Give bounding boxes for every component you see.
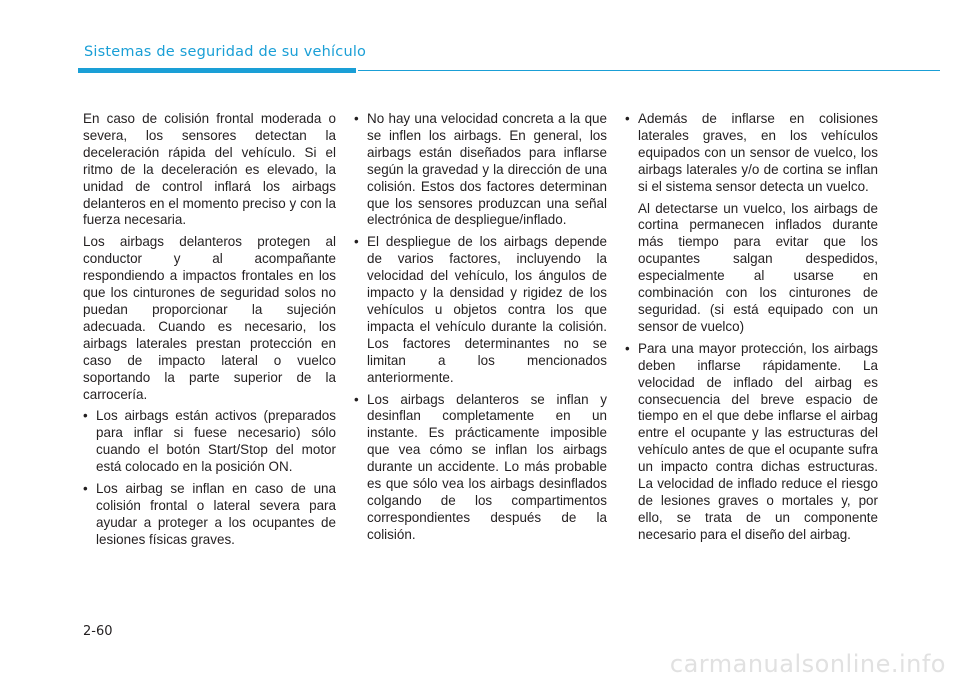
- bullet-paragraph: • Los airbags delanteros se inflan y desinflan completamente en un instante. Es prácticamente imposible que vea cómo se inflan los airbags durante un accidente. Lo más probable es que sólo vea los airbags desinflados colgando de los compartimentos correspondientes después de la colisión.: [354, 392, 607, 544]
- bullet-paragraph: • El despliegue de los airbags depende de varios factores, incluyendo la velocidad del vehículo, los ángulos de impacto y la densidad y rigidez de los vehículos u objetos contra los que impacta el vehículo durante la colisión. Los factores determinantes no se limitan a los mencionados anteriormente.: [354, 234, 607, 386]
- header-rule: [358, 70, 940, 71]
- bullet-paragraph: • Además de inflarse en colisiones laterales graves, en los vehículos equipados con un sensor de vuelco, los airbags laterales y/o de cortina se inflan si el sistema sensor detecta un vuelco.: [625, 111, 878, 196]
- body-paragraph: Al detectarse un vuelco, los airbags de cortina permanecen inflados durante más tiempo para evitar que los ocupantes salgan despedidos, especialmente al usarse en combinación con los cinturones de seguridad. (si está equipado con un sensor de vuelco): [638, 200, 878, 334]
- header-accent-bar: [78, 68, 356, 73]
- bullet-paragraph: • No hay una velocidad concreta a la que se inflen los airbags. En general, los airbags están diseñados para inflarse según la gravedad y la dirección de una colisión. Estos dos factores determinan que los sensores produzcan una señal electrónica de despliegue/inflado.: [354, 111, 607, 229]
- body-paragraph: En caso de colisión frontal moderada o severa, los sensores detectan la deceleración rápida del vehículo. Si el ritmo de la deceleración es elevado, la unidad de control inflará los airbags delanteros en el momento preciso y con la fuerza necesaria.: [83, 111, 336, 228]
- text-column-1: [83, 111, 336, 554]
- watermark: carmanualsonline.info: [669, 650, 946, 678]
- section-title: Sistemas de seguridad de su vehículo: [84, 44, 367, 60]
- bullet-paragraph: • Para una mayor protección, los airbags deben inflarse rápidamente. La velocidad de inflado del airbag es consecuencia del breve espacio de tiempo en el que debe inflarse el airbag entre el ocupante y las estructuras del vehículo antes de que el ocupante sufra un impacto contra dichas estructuras. La velocidad de inflado reduce el riesgo de lesiones graves o mortales y, por ello, se trata de un componente necesario para el diseño del airbag.: [625, 341, 878, 544]
- text-column-2: [354, 111, 607, 549]
- bullet-paragraph: • Los airbags están activos (preparados para inflar si fuese necesario) sólo cuando el botón Start/Stop del motor está colocado en la posición ON.: [83, 408, 336, 476]
- page-number: 2-60: [83, 624, 113, 639]
- body-paragraph: Los airbags delanteros protegen al conductor y al acompañante respondiendo a impactos frontales en los que los cinturones de seguridad solos no puedan proporcionar la sujeción adecuada. Cuando es necesario, los airbags laterales prestan protección en caso de impacto lateral o vuelco soportando la parte superior de la carrocería.: [83, 234, 336, 402]
- bullet-paragraph: • Los airbag se inflan en caso de una colisión frontal o lateral severa para ayudar a proteger a los ocupantes de lesiones físicas graves.: [83, 481, 336, 549]
- text-column-3: [625, 111, 878, 549]
